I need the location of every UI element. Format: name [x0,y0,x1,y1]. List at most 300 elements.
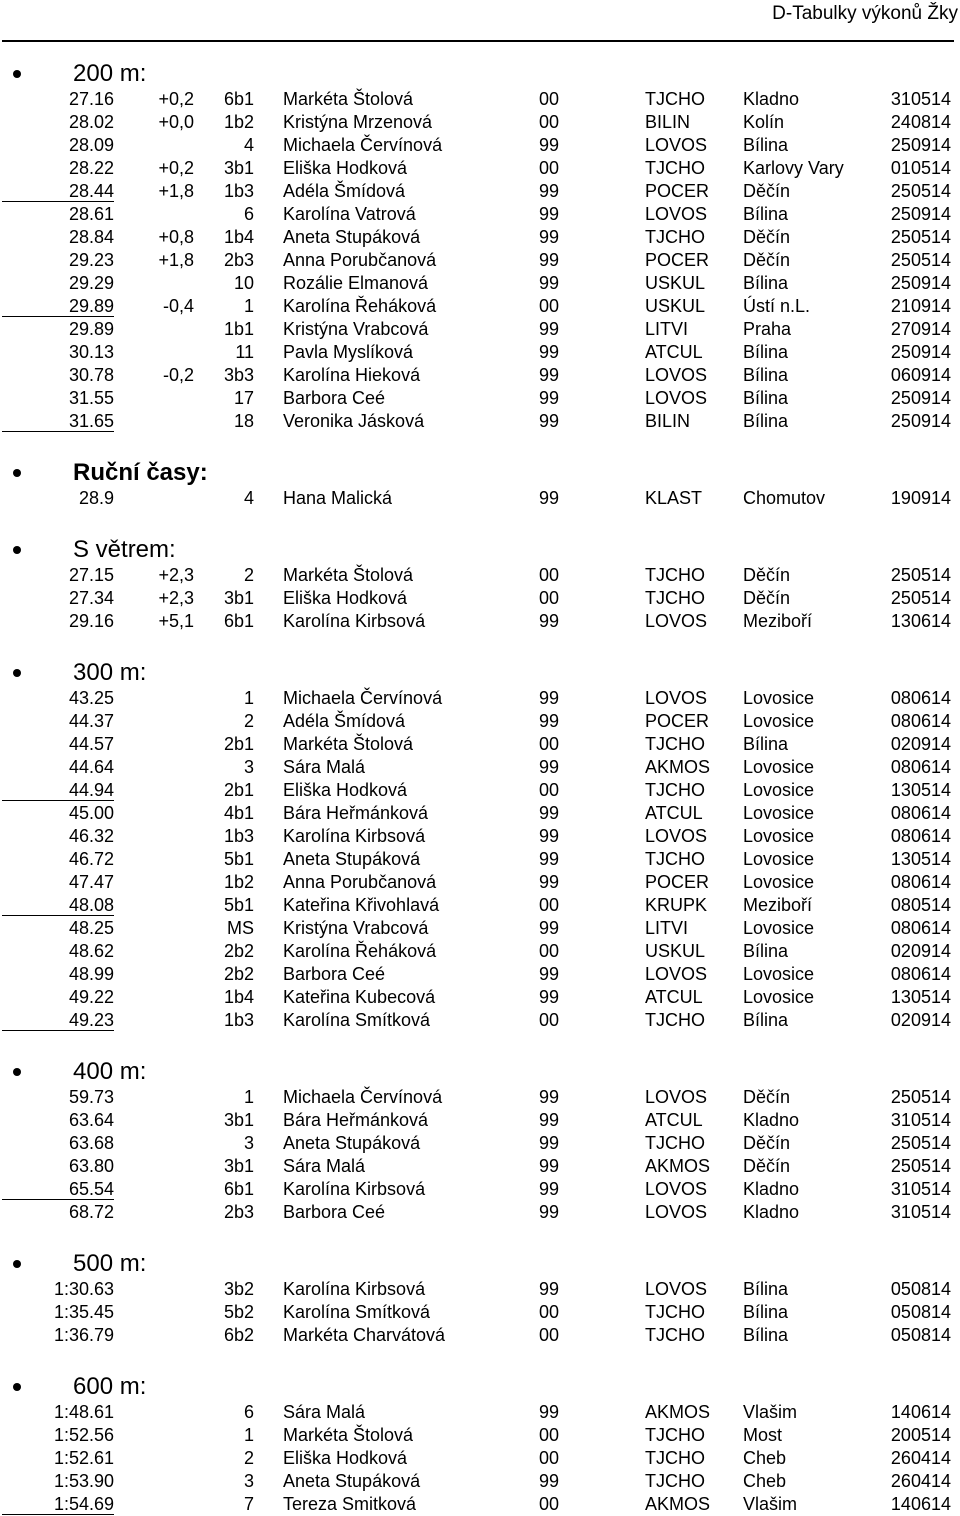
cell-date: 080614 [890,964,951,984]
cell-time: 31.65 [68,411,114,431]
cell-place: 2 [243,1448,254,1468]
cell-place: 10 [233,273,254,293]
header-rule [2,40,954,42]
cell-venue: Bílina [743,1325,789,1345]
cell-venue: Děčín [743,565,791,585]
cell-time: 48.99 [68,964,114,984]
cell-venue: Děčín [743,588,791,608]
cell-name: Pavla Myslíková [283,342,414,362]
cell-date: 250514 [890,565,951,585]
cell-place: 6 [243,1402,254,1422]
cell-name: Aneta Stupáková [283,1471,421,1491]
cell-club: TJCHO [645,1425,705,1445]
cell-name: Karolína Kirbsová [283,1179,426,1199]
section-title: 200 m: [73,60,147,87]
results-list [0,55,960,1516]
cell-club: POCER [645,872,710,892]
result-row [0,1086,960,1109]
section-title: 500 m: [73,1250,147,1277]
cell-wind: -0,4 [162,296,194,316]
cell-venue: Vlašim [743,1402,798,1422]
cell-place: 2b3 [223,1202,254,1222]
cell-year: 99 [539,365,560,385]
cell-year: 99 [539,135,560,155]
cell-place: 4 [243,135,254,155]
cell-place: 2b1 [223,780,254,800]
cell-place: 18 [233,411,254,431]
cell-year: 99 [539,757,560,777]
cell-place: 2b2 [223,964,254,984]
group-separator [2,1199,114,1200]
cell-year: 99 [539,181,560,201]
cell-place: 1b3 [223,826,254,846]
cell-year: 99 [539,688,560,708]
result-row [0,871,960,894]
cell-club: LOVOS [645,204,708,224]
cell-venue: Bílina [743,734,789,754]
cell-venue: Lovosice [743,872,815,892]
cell-venue: Bílina [743,411,789,431]
section-heading [0,55,960,88]
cell-time: 27.16 [68,89,114,109]
cell-place: 3b1 [223,1110,254,1130]
cell-time: 1:35.45 [53,1302,114,1322]
result-row [0,917,960,940]
cell-name: Sára Malá [283,1402,366,1422]
result-row [0,364,960,387]
cell-place: 2b2 [223,941,254,961]
cell-date: 250914 [890,388,951,408]
cell-date: 190914 [890,488,951,508]
cell-date: 240814 [890,112,951,132]
cell-venue: Bílina [743,365,789,385]
cell-name: Eliška Hodková [283,1448,408,1468]
cell-club: LOVOS [645,1279,708,1299]
cell-year: 00 [539,158,560,178]
cell-year: 00 [539,1325,560,1345]
cell-year: 00 [539,588,560,608]
cell-venue: Lovosice [743,803,815,823]
cell-place: 3b1 [223,1156,254,1176]
cell-time: 63.68 [68,1133,114,1153]
cell-name: Bára Heřmánková [283,803,429,823]
cell-name: Anna Porubčanová [283,250,437,270]
cell-date: 310514 [890,1110,951,1130]
section-gap [0,510,960,531]
cell-venue: Ústí n.L. [743,296,811,316]
cell-time: 30.13 [68,342,114,362]
result-row [0,272,960,295]
cell-date: 250914 [890,342,951,362]
cell-venue: Lovosice [743,987,815,1007]
result-row [0,157,960,180]
cell-year: 00 [539,941,560,961]
cell-name: Kateřina Kubecová [283,987,436,1007]
cell-time: 27.34 [68,588,114,608]
result-row [0,587,960,610]
cell-venue: Děčín [743,1156,791,1176]
result-row [0,733,960,756]
result-row [0,1132,960,1155]
cell-venue: Děčín [743,1087,791,1107]
cell-date: 130514 [890,987,951,1007]
cell-place: 1b3 [223,181,254,201]
cell-date: 020914 [890,734,951,754]
result-row [0,1447,960,1470]
cell-place: 1b3 [223,1010,254,1030]
result-row [0,1324,960,1347]
cell-time: 43.25 [68,688,114,708]
cell-time: 30.78 [68,365,114,385]
cell-time: 68.72 [68,1202,114,1222]
cell-year: 99 [539,1402,560,1422]
cell-wind: +2,3 [158,588,194,608]
cell-club: TJCHO [645,1133,705,1153]
cell-time: 1:54.69 [53,1494,114,1514]
cell-club: POCER [645,250,710,270]
group-separator [2,316,114,317]
cell-name: Barbora Ceé [283,964,386,984]
cell-club: POCER [645,711,710,731]
cell-date: 250914 [890,204,951,224]
cell-name: Veronika Jásková [283,411,425,431]
cell-time: 28.84 [68,227,114,247]
cell-club: TJCHO [645,1010,705,1030]
cell-venue: Praha [743,319,792,339]
cell-time: 27.15 [68,565,114,585]
cell-venue: Bílina [743,1302,789,1322]
cell-time: 44.37 [68,711,114,731]
cell-date: 080614 [890,803,951,823]
cell-venue: Most [743,1425,783,1445]
cell-place: 2 [243,565,254,585]
section-heading [0,1368,960,1401]
bullet-icon [13,1260,21,1268]
group-separator [2,1514,114,1515]
cell-club: AKMOS [645,1156,711,1176]
result-row [0,1401,960,1424]
cell-date: 270914 [890,319,951,339]
cell-venue: Bílina [743,273,789,293]
cell-club: TJCHO [645,588,705,608]
cell-time: 1:30.63 [53,1279,114,1299]
cell-club: LOVOS [645,826,708,846]
cell-date: 050814 [890,1325,951,1345]
cell-date: 080614 [890,757,951,777]
cell-club: TJCHO [645,1302,705,1322]
cell-venue: Cheb [743,1448,787,1468]
cell-place: 3b1 [223,158,254,178]
cell-date: 080614 [890,826,951,846]
cell-time: 48.08 [68,895,114,915]
cell-club: LITVI [645,918,689,938]
bullet-icon [13,70,21,78]
cell-time: 45.00 [68,803,114,823]
cell-name: Karolína Kirbsová [283,1279,426,1299]
group-separator [2,915,114,916]
cell-venue: Lovosice [743,964,815,984]
cell-date: 130514 [890,849,951,869]
cell-year: 99 [539,488,560,508]
section-heading [0,1245,960,1278]
cell-place: 2b1 [223,734,254,754]
cell-wind: -0,2 [162,365,194,385]
cell-name: Aneta Stupáková [283,849,421,869]
cell-name: Karolína Řeháková [283,296,437,316]
cell-club: ATCUL [645,1110,703,1130]
result-row [0,986,960,1009]
cell-name: Tereza Smitková [283,1494,417,1514]
cell-place: 1b4 [223,987,254,1007]
cell-year: 99 [539,388,560,408]
cell-place: 6b1 [223,611,254,631]
cell-time: 49.22 [68,987,114,1007]
cell-club: ATCUL [645,342,703,362]
cell-year: 99 [539,849,560,869]
cell-year: 99 [539,711,560,731]
cell-year: 99 [539,319,560,339]
cell-club: KRUPK [645,895,708,915]
cell-club: LITVI [645,319,689,339]
cell-year: 99 [539,987,560,1007]
cell-date: 310514 [890,1179,951,1199]
cell-club: TJCHO [645,849,705,869]
cell-time: 29.23 [68,250,114,270]
cell-name: Adéla Šmídová [283,711,406,731]
cell-venue: Kladno [743,89,800,109]
cell-name: Hana Malická [283,488,393,508]
cell-name: Karolína Kirbsová [283,611,426,631]
cell-place: 4b1 [223,803,254,823]
cell-date: 140614 [890,1494,951,1514]
cell-venue: Bílina [743,1010,789,1030]
result-row [0,825,960,848]
cell-year: 00 [539,112,560,132]
result-row [0,564,960,587]
cell-club: KLAST [645,488,703,508]
cell-club: TJCHO [645,227,705,247]
cell-place: 1 [243,296,254,316]
cell-venue: Kladno [743,1179,800,1199]
cell-wind: +5,1 [158,611,194,631]
cell-name: Karolína Smítková [283,1010,431,1030]
cell-date: 130614 [890,611,951,631]
group-separator [2,800,114,801]
cell-year: 00 [539,1494,560,1514]
cell-club: USKUL [645,273,706,293]
cell-date: 250514 [890,1087,951,1107]
bullet-icon [13,1383,21,1391]
cell-venue: Děčín [743,227,791,247]
cell-venue: Meziboří [743,895,813,915]
cell-time: 46.72 [68,849,114,869]
cell-name: Kristýna Vrabcová [283,319,429,339]
cell-date: 080514 [890,895,951,915]
cell-name: Karolína Vatrová [283,204,416,224]
cell-time: 48.25 [68,918,114,938]
cell-year: 99 [539,1156,560,1176]
cell-place: 2 [243,711,254,731]
cell-year: 99 [539,611,560,631]
cell-name: Karolína Kirbsová [283,826,426,846]
cell-club: AKMOS [645,1402,711,1422]
cell-time: 28.02 [68,112,114,132]
cell-wind: +0,0 [158,112,194,132]
section-heading [0,454,960,487]
cell-year: 00 [539,734,560,754]
result-row [0,687,960,710]
cell-club: LOVOS [645,688,708,708]
section-title: 300 m: [73,659,147,686]
cell-year: 99 [539,918,560,938]
cell-time: 65.54 [68,1179,114,1199]
result-row [0,963,960,986]
result-row [0,1278,960,1301]
cell-name: Michaela Červínová [283,1087,443,1107]
cell-date: 050814 [890,1279,951,1299]
cell-club: LOVOS [645,365,708,385]
cell-time: 31.55 [68,388,114,408]
cell-place: 1b2 [223,112,254,132]
cell-name: Aneta Stupáková [283,227,421,247]
cell-date: 260414 [890,1471,951,1491]
cell-time: 48.62 [68,941,114,961]
cell-date: 210914 [890,296,951,316]
cell-date: 250914 [890,273,951,293]
cell-place: 6b2 [223,1325,254,1345]
cell-time: 63.80 [68,1156,114,1176]
cell-year: 99 [539,1110,560,1130]
result-row [0,249,960,272]
cell-year: 00 [539,780,560,800]
cell-year: 00 [539,296,560,316]
cell-year: 99 [539,1133,560,1153]
cell-place: 3b3 [223,365,254,385]
cell-place: 11 [235,342,254,362]
cell-time: 29.89 [68,319,114,339]
cell-date: 140614 [890,1402,951,1422]
cell-time: 1:48.61 [53,1402,114,1422]
cell-time: 44.57 [68,734,114,754]
cell-place: 3 [243,757,254,777]
cell-venue: Lovosice [743,826,815,846]
result-row [0,341,960,364]
result-row [0,180,960,203]
result-row [0,779,960,802]
cell-date: 250914 [890,411,951,431]
cell-year: 99 [539,227,560,247]
cell-year: 99 [539,1179,560,1199]
result-row [0,1009,960,1032]
cell-date: 260414 [890,1448,951,1468]
cell-time: 44.94 [68,780,114,800]
cell-venue: Lovosice [743,757,815,777]
page-title: D-Tabulky výkonů Žky [772,3,958,24]
result-row [0,756,960,779]
section-gap [0,1347,960,1368]
bullet-icon [13,546,21,554]
cell-wind: +0,8 [158,227,194,247]
cell-name: Kristýna Vrabcová [283,918,429,938]
result-row [0,203,960,226]
cell-year: 99 [539,1087,560,1107]
section-title: 600 m: [73,1373,147,1400]
cell-venue: Děčín [743,1133,791,1153]
cell-venue: Bílina [743,941,789,961]
section-title: Ruční časy: [73,459,208,486]
cell-date: 080614 [890,711,951,731]
result-row [0,610,960,633]
cell-time: 28.44 [68,181,114,201]
cell-place: 5b1 [223,895,254,915]
cell-name: Bára Heřmánková [283,1110,429,1130]
cell-place: 1 [243,1087,254,1107]
cell-year: 99 [539,273,560,293]
cell-club: TJCHO [645,89,705,109]
cell-club: TJCHO [645,1448,705,1468]
cell-place: 3 [243,1471,254,1491]
cell-venue: Vlašim [743,1494,798,1514]
cell-time: 49.23 [68,1010,114,1030]
cell-place: 6b1 [223,89,254,109]
result-row [0,1470,960,1493]
cell-club: TJCHO [645,1471,705,1491]
cell-date: 310514 [890,89,951,109]
bullet-icon [13,1068,21,1076]
cell-time: 29.89 [68,296,114,316]
cell-venue: Děčín [743,181,791,201]
cell-time: 28.9 [78,488,114,508]
result-row [0,1155,960,1178]
cell-time: 29.29 [68,273,114,293]
cell-club: LOVOS [645,388,708,408]
cell-club: LOVOS [645,964,708,984]
cell-year: 99 [539,964,560,984]
cell-year: 00 [539,1448,560,1468]
result-row [0,410,960,433]
cell-date: 010514 [890,158,951,178]
cell-name: Barbora Ceé [283,1202,386,1222]
cell-place: 1b1 [223,319,254,339]
cell-club: ATCUL [645,987,703,1007]
cell-place: 5b1 [223,849,254,869]
cell-club: LOVOS [645,611,708,631]
cell-venue: Kladno [743,1110,800,1130]
cell-date: 250514 [890,227,951,247]
cell-venue: Lovosice [743,711,815,731]
cell-club: TJCHO [645,565,705,585]
cell-time: 1:53.90 [53,1471,114,1491]
cell-venue: Cheb [743,1471,787,1491]
cell-date: 020914 [890,1010,951,1030]
cell-place: 1b4 [223,227,254,247]
cell-time: 44.64 [68,757,114,777]
cell-wind: +1,8 [158,250,194,270]
cell-name: Karolína Řeháková [283,941,437,961]
result-row [0,1109,960,1132]
cell-time: 28.09 [68,135,114,155]
section-heading [0,531,960,564]
cell-name: Sára Malá [283,1156,366,1176]
cell-date: 130514 [890,780,951,800]
cell-name: Markéta Štolová [283,1425,414,1445]
result-row [0,848,960,871]
cell-place: 2b3 [223,250,254,270]
cell-club: LOVOS [645,135,708,155]
result-row [0,802,960,825]
cell-time: 29.16 [68,611,114,631]
cell-date: 080614 [890,918,951,938]
